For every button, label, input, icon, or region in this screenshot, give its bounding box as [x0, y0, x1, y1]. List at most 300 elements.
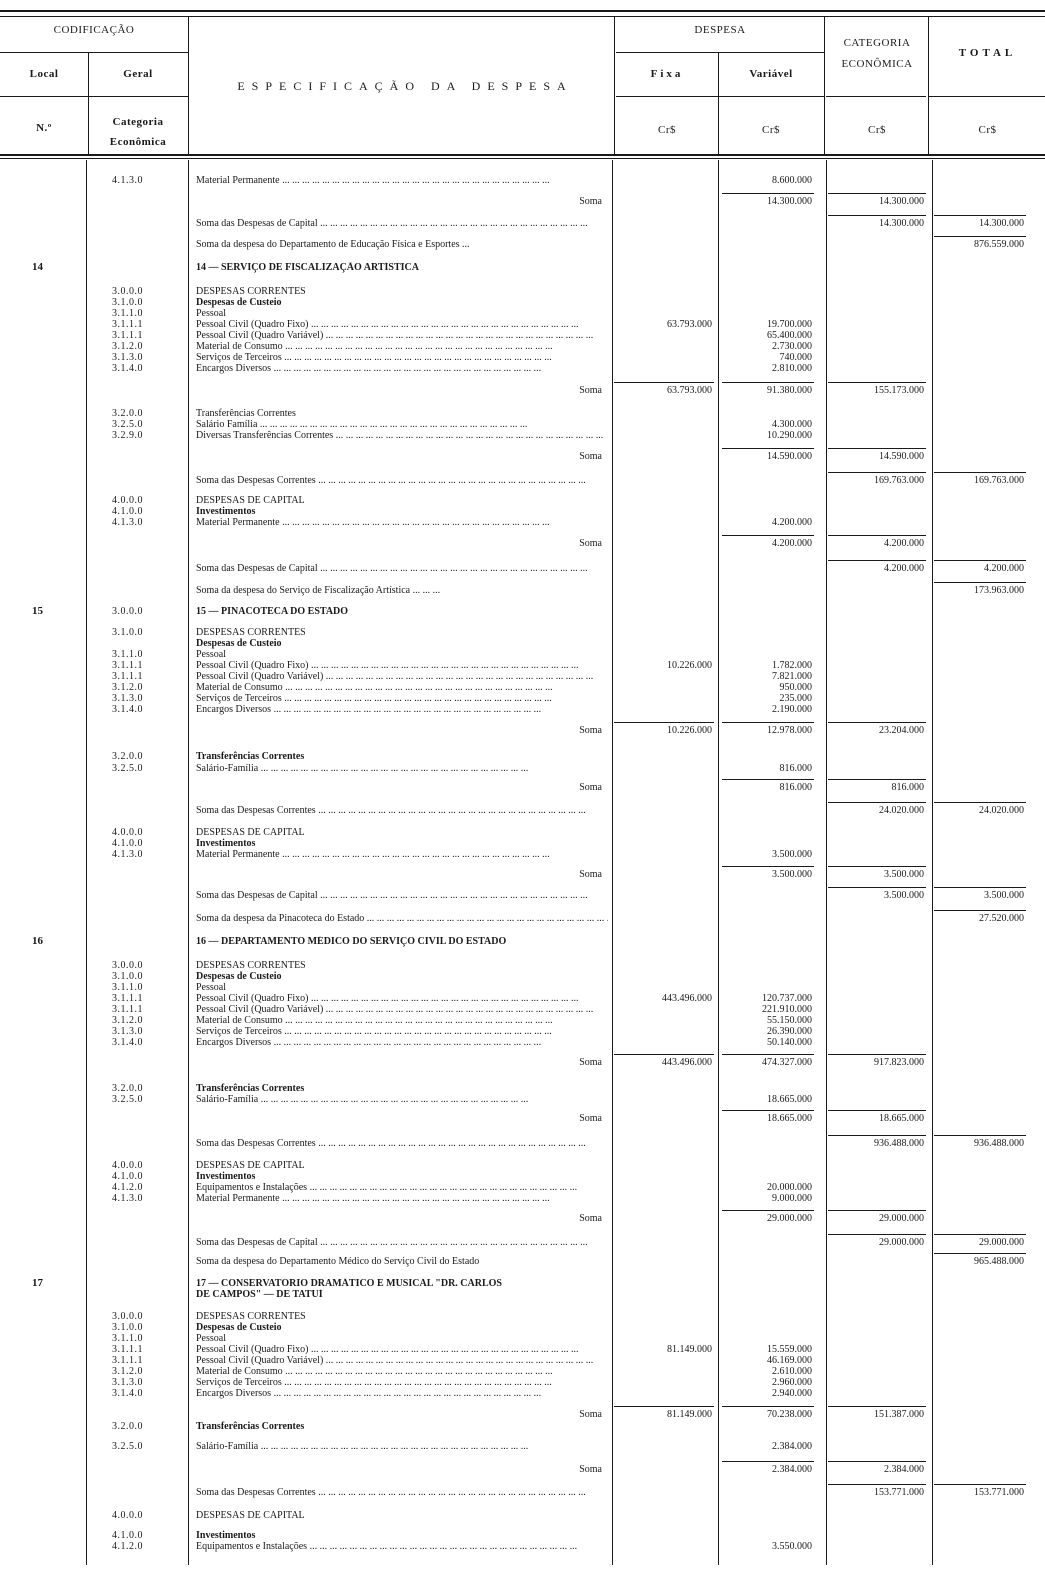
table-row — [0, 1083, 1045, 1094]
table-row — [0, 1333, 1045, 1344]
value-variavel: 2.610.000 — [772, 1366, 812, 1377]
table-row — [0, 239, 1045, 250]
sum-rule — [828, 887, 926, 888]
table-row — [0, 660, 1045, 671]
section-row — [0, 1278, 1045, 1289]
soma-row — [0, 385, 1045, 396]
category-code: 3.1.3.0 — [112, 693, 143, 704]
category-code: 3.1.1.0 — [112, 649, 143, 660]
soma-row — [0, 1057, 1045, 1068]
category-code: 3.1.4.0 — [112, 1037, 143, 1048]
table-row — [0, 960, 1045, 971]
sum-rule — [934, 472, 1026, 473]
category-code: 3.1.4.0 — [112, 1388, 143, 1399]
value-fixa: 81.149.000 — [667, 1409, 712, 1420]
sum-rule — [934, 560, 1026, 561]
table-row — [0, 982, 1045, 993]
value-total: 965.488.000 — [974, 1256, 1024, 1267]
sum-rule — [828, 802, 926, 803]
sum-rule — [828, 215, 926, 216]
value-variavel: 2.384.000 — [772, 1441, 812, 1452]
specification-text: Material Permanente ... . — [196, 517, 608, 528]
table-row — [0, 763, 1045, 774]
value-categoria: 14.590.000 — [879, 451, 924, 462]
value-total: 14.300.000 — [979, 218, 1024, 229]
soma-label: Soma — [579, 1464, 602, 1475]
table-row — [0, 1366, 1045, 1377]
category-code: 3.1.0.0 — [112, 297, 143, 308]
category-code: 3.0.0.0 — [112, 960, 143, 971]
sum-rule — [828, 448, 926, 449]
specification-text: Salário Família ... . — [196, 419, 608, 430]
specification-text: Pessoal Civil (Quadro Variável) ... . — [196, 1004, 608, 1015]
sum-rule — [614, 1054, 714, 1055]
value-fixa: 63.793.000 — [667, 319, 712, 330]
specification-text: Salário-Família ... . — [196, 1094, 608, 1105]
soma-row — [0, 1213, 1045, 1224]
specification-text: Equipamentos e Instalações ... . — [196, 1541, 608, 1552]
specification-text: Soma da despesa do Departamento Médico do Serviço Civil do Estado — [196, 1256, 480, 1267]
value-fixa: 10.226.000 — [667, 660, 712, 671]
value-fixa: 10.226.000 — [667, 725, 712, 736]
category-code: 3.1.1.1 — [112, 993, 143, 1004]
specification-text: Soma da despesa do Serviço de Fiscalização Artística ... ... ... — [196, 585, 441, 596]
value-categoria: 18.665.000 — [879, 1113, 924, 1124]
specification-text: Investimentos — [196, 838, 256, 849]
col-rule-spec-left — [188, 16, 189, 156]
value-categoria: 23.204.000 — [879, 725, 924, 736]
value-total: 27.520.000 — [979, 913, 1024, 924]
table-row — [0, 1530, 1045, 1541]
category-code: 3.1.1.0 — [112, 308, 143, 319]
specification-text: Material de Consumo ... . — [196, 1015, 608, 1026]
value-variavel: 816.000 — [779, 763, 812, 774]
specification-text: Salário-Família ... . — [196, 763, 608, 774]
category-code: 3.1.3.0 — [112, 1377, 143, 1388]
despesa-rule — [616, 52, 824, 53]
header-categoria: CATEGORIA — [843, 37, 911, 49]
soma-label: Soma — [579, 725, 602, 736]
category-code: 4.1.0.0 — [112, 838, 143, 849]
value-variavel: 18.665.000 — [767, 1094, 812, 1105]
specification-text: DESPESAS DE CAPITAL — [196, 827, 305, 838]
value-total: 936.488.000 — [974, 1138, 1024, 1149]
specification-text: Material de Consumo ... . — [196, 1366, 608, 1377]
value-variavel: 10.290.000 — [767, 430, 812, 441]
category-code: 3.1.0.0 — [112, 627, 143, 638]
table-row — [0, 506, 1045, 517]
specification-text: DE CAMPOS" — DE TATUÍ — [196, 1289, 323, 1300]
header-fixa: Fixa — [650, 68, 684, 80]
value-fixa: 81.149.000 — [667, 1344, 712, 1355]
table-row — [0, 363, 1045, 374]
value-total: 29.000.000 — [979, 1237, 1024, 1248]
category-code: 3.1.0.0 — [112, 1322, 143, 1333]
table-row — [0, 993, 1045, 1004]
col-rule-tot-left — [928, 16, 929, 156]
value-categoria: 816.000 — [891, 782, 924, 793]
value-variavel: 3.500.000 — [772, 849, 812, 860]
table-row — [0, 1541, 1045, 1552]
sum-rule — [722, 1110, 814, 1111]
table-row — [0, 1311, 1045, 1322]
sum-rule — [614, 1406, 714, 1407]
sum-rule — [614, 382, 714, 383]
header-currency-fixa: Cr$ — [658, 124, 676, 136]
category-code: 3.1.2.0 — [112, 341, 143, 352]
category-code: 3.2.5.0 — [112, 763, 143, 774]
value-fixa: 443.496.000 — [662, 1057, 712, 1068]
table-row — [0, 638, 1045, 649]
value-variavel: 18.665.000 — [767, 1113, 812, 1124]
specification-text: Pessoal Civil (Quadro Fixo) ... . — [196, 993, 608, 1004]
table-row — [0, 1138, 1045, 1149]
specification-text: Investimentos — [196, 1171, 256, 1182]
category-code: 3.1.2.0 — [112, 682, 143, 693]
value-fixa: 63.793.000 — [667, 385, 712, 396]
value-total: 169.763.000 — [974, 475, 1024, 486]
table-row — [0, 419, 1045, 430]
sum-rule — [934, 582, 1026, 583]
specification-text: Equipamentos e Instalações ... . — [196, 1182, 608, 1193]
category-code: 4.1.0.0 — [112, 1530, 143, 1541]
header-numero: N.º — [36, 122, 52, 134]
specification-text: Diversas Transferências Correntes ... . — [196, 430, 608, 441]
sum-rule — [828, 382, 926, 383]
sum-rule — [934, 236, 1026, 237]
specification-text: Pessoal Civil (Quadro Fixo) ... . — [196, 319, 608, 330]
header-currency-total: Cr$ — [978, 124, 997, 136]
category-code: 4.1.3.0 — [112, 175, 143, 186]
value-categoria: 14.300.000 — [879, 196, 924, 207]
value-variavel: 50.140.000 — [767, 1037, 812, 1048]
category-code: 3.2.0.0 — [112, 1421, 143, 1432]
sum-rule — [828, 722, 926, 723]
specification-text: 15 — PINACOTECA DO ESTADO — [196, 606, 349, 617]
table-row — [0, 218, 1045, 229]
soma-label: Soma — [579, 869, 602, 880]
sum-rule — [722, 193, 814, 194]
value-variavel: 120.737.000 — [762, 993, 812, 1004]
sum-rule — [722, 866, 814, 867]
table-row — [0, 693, 1045, 704]
header-local: Local — [29, 68, 59, 80]
specification-text: Encargos Diversos ... . — [196, 363, 608, 374]
table-row — [0, 1344, 1045, 1355]
value-variavel: 2.940.000 — [772, 1388, 812, 1399]
specification-text: DESPESAS DE CAPITAL — [196, 495, 305, 506]
soma-label: Soma — [579, 1057, 602, 1068]
sum-rule — [934, 1253, 1026, 1254]
table-row — [0, 1355, 1045, 1366]
category-code: 3.1.4.0 — [112, 704, 143, 715]
specification-text: Transferências Correntes — [196, 1421, 305, 1432]
value-categoria: 29.000.000 — [879, 1213, 924, 1224]
soma-label: Soma — [579, 782, 602, 793]
category-code: 3.1.1.1 — [112, 671, 143, 682]
specification-text: Pessoal Civil (Quadro Variável) ... . — [196, 1355, 608, 1366]
value-variavel: 474.327.000 — [762, 1057, 812, 1068]
specification-text: Transferências Correntes — [196, 751, 305, 762]
category-code: 3.1.2.0 — [112, 1015, 143, 1026]
specification-text: Material Permanente ... . — [196, 1193, 608, 1204]
table-row — [0, 751, 1045, 762]
category-code: 3.1.1.1 — [112, 1344, 143, 1355]
table-row — [0, 352, 1045, 363]
header-currency-variavel: Cr$ — [762, 124, 780, 136]
soma-label: Soma — [579, 1113, 602, 1124]
value-variavel: 950.000 — [779, 682, 812, 693]
table-row — [0, 805, 1045, 816]
category-code: 4.1.0.0 — [112, 1171, 143, 1182]
sum-rule — [722, 779, 814, 780]
value-total: 153.771.000 — [974, 1487, 1024, 1498]
table-row — [0, 1193, 1045, 1204]
table-row — [0, 627, 1045, 638]
header-codificacao: CODIFICAÇÃO — [53, 24, 135, 36]
sum-rule — [828, 1484, 926, 1485]
specification-text: Investimentos — [196, 1530, 256, 1541]
soma-label: Soma — [579, 385, 602, 396]
category-code: 4.1.0.0 — [112, 506, 143, 517]
value-total: 173.963.000 — [974, 585, 1024, 596]
soma-label: Soma — [579, 1409, 602, 1420]
table-row — [0, 475, 1045, 486]
table-row — [0, 297, 1045, 308]
table-row — [0, 1322, 1045, 1333]
value-total: 24.020.000 — [979, 805, 1024, 816]
sum-rule — [828, 1054, 926, 1055]
specification-text: Soma das Despesas de Capital ... . — [196, 563, 608, 574]
specification-text: Pessoal — [196, 308, 226, 319]
specification-text: DESPESAS CORRENTES — [196, 627, 306, 638]
specification-text: Salário-Família ... . — [196, 1441, 608, 1452]
value-variavel: 14.590.000 — [767, 451, 812, 462]
value-categoria: 4.200.000 — [884, 563, 924, 574]
value-variavel: 9.000.000 — [772, 1193, 812, 1204]
sum-rule — [828, 866, 926, 867]
table-row — [0, 408, 1045, 419]
table-row — [0, 1421, 1045, 1432]
table-row — [0, 1377, 1045, 1388]
col-rule-fixa-left — [614, 16, 615, 156]
sum-rule — [828, 1135, 926, 1136]
category-code: 4.1.3.0 — [112, 1193, 143, 1204]
header-bottom-rule-thin — [0, 158, 1045, 159]
header-geral: Geral — [123, 68, 153, 80]
header-currency-categoria: Cr$ — [868, 124, 886, 136]
specification-text: 17 — CONSERVATÓRIO DRAMÁTICO E MUSICAL "DR. CARLOS — [196, 1278, 502, 1289]
sum-rule — [828, 1234, 926, 1235]
specification-text: Despesas de Custeio — [196, 297, 282, 308]
specification-text: Soma das Despesas Correntes ... . — [196, 805, 608, 816]
sum-rule — [614, 722, 714, 723]
top-rule — [0, 10, 1045, 12]
value-variavel: 1.782.000 — [772, 660, 812, 671]
value-categoria: 153.771.000 — [874, 1487, 924, 1498]
category-code: 3.0.0.0 — [112, 1311, 143, 1322]
value-variavel: 4.200.000 — [772, 517, 812, 528]
value-variavel: 7.821.000 — [772, 671, 812, 682]
codificacao-rule — [0, 52, 188, 53]
specification-text: Serviços de Terceiros ... . — [196, 352, 608, 363]
specification-text: Serviços de Terceiros ... . — [196, 1026, 608, 1037]
value-variavel: 3.500.000 — [772, 869, 812, 880]
top-rule-thin — [0, 16, 1045, 17]
soma-row — [0, 196, 1045, 207]
value-categoria: 3.500.000 — [884, 869, 924, 880]
table-row — [0, 1160, 1045, 1171]
specification-text: Pessoal Civil (Quadro Fixo) ... . — [196, 1344, 608, 1355]
specification-text: Pessoal Civil (Quadro Fixo) ... . — [196, 660, 608, 671]
sum-rule — [828, 779, 926, 780]
category-code: 3.2.5.0 — [112, 1094, 143, 1105]
table-row — [0, 1037, 1045, 1048]
value-variavel: 2.960.000 — [772, 1377, 812, 1388]
table-row — [0, 286, 1045, 297]
specification-text: Despesas de Custeio — [196, 971, 282, 982]
soma-row — [0, 1409, 1045, 1420]
table-row — [0, 1182, 1045, 1193]
local-number: 15 — [32, 605, 43, 617]
specification-text: Serviços de Terceiros ... . — [196, 1377, 608, 1388]
specification-text: Material Permanente ... . — [196, 175, 608, 186]
category-code: 3.2.0.0 — [112, 408, 143, 419]
specification-text: Material Permanente ... . — [196, 849, 608, 860]
category-code: 3.1.1.1 — [112, 330, 143, 341]
local-number: 14 — [32, 261, 43, 273]
category-code: 4.0.0.0 — [112, 827, 143, 838]
category-code: 4.1.3.0 — [112, 849, 143, 860]
specification-text: DESPESAS CORRENTES — [196, 1311, 306, 1322]
sum-rule — [722, 1406, 814, 1407]
specification-text: Soma das Despesas Correntes ... . — [196, 1487, 608, 1498]
table-row — [0, 1256, 1045, 1267]
local-number: 16 — [32, 935, 43, 947]
value-variavel: 2.384.000 — [772, 1464, 812, 1475]
table-row — [0, 849, 1045, 860]
specification-text: Serviços de Terceiros ... . — [196, 693, 608, 704]
sum-rule — [828, 1461, 926, 1462]
specification-text: Despesas de Custeio — [196, 638, 282, 649]
table-row — [0, 585, 1045, 596]
table-row — [0, 1388, 1045, 1399]
header-variavel: Variável — [749, 68, 793, 80]
category-code: 4.1.2.0 — [112, 1541, 143, 1552]
category-code: 3.1.3.0 — [112, 1026, 143, 1037]
value-variavel: 2.730.000 — [772, 341, 812, 352]
table-row — [0, 913, 1045, 924]
specification-text: Soma das Despesas de Capital ... . — [196, 890, 608, 901]
category-code: 3.2.5.0 — [112, 419, 143, 430]
category-code: 3.1.2.0 — [112, 1366, 143, 1377]
value-categoria: 169.763.000 — [874, 475, 924, 486]
value-total: 876.559.000 — [974, 239, 1024, 250]
section-row — [0, 262, 1045, 273]
category-code: 3.1.1.0 — [112, 982, 143, 993]
sum-rule — [934, 887, 1026, 888]
local-geral-rule — [0, 96, 188, 97]
sum-rule — [828, 1406, 926, 1407]
value-categoria: 917.823.000 — [874, 1057, 924, 1068]
value-variavel: 3.550.000 — [772, 1541, 812, 1552]
specification-text: Pessoal — [196, 649, 226, 660]
table-row — [0, 1441, 1045, 1452]
table-row — [0, 308, 1045, 319]
sum-rule — [934, 215, 1026, 216]
sum-rule — [828, 535, 926, 536]
specification-text: Pessoal — [196, 982, 226, 993]
table-row — [0, 330, 1045, 341]
total-rule — [928, 96, 1045, 97]
sum-rule — [828, 1210, 926, 1211]
table-row — [0, 1094, 1045, 1105]
specification-text: Encargos Diversos ... . — [196, 1037, 608, 1048]
sum-rule — [828, 560, 926, 561]
category-code: 3.1.4.0 — [112, 363, 143, 374]
value-variavel: 221.910.000 — [762, 1004, 812, 1015]
value-variavel: 26.390.000 — [767, 1026, 812, 1037]
category-code: 3.2.0.0 — [112, 1083, 143, 1094]
specification-text: Soma das Despesas Correntes ... . — [196, 1138, 608, 1149]
value-categoria: 2.384.000 — [884, 1464, 924, 1475]
fixa-variavel-rule — [616, 96, 824, 97]
specification-text: 14 — SERVIÇO DE FISCALIZAÇÃO ARTÍSTICA — [196, 262, 419, 273]
value-variavel: 70.238.000 — [767, 1409, 812, 1420]
value-variavel: 15.559.000 — [767, 1344, 812, 1355]
specification-text: Soma das Despesas de Capital ... . — [196, 1237, 608, 1248]
header-total: TOTAL — [958, 47, 1017, 59]
value-categoria: 29.000.000 — [879, 1237, 924, 1248]
specification-text: Investimentos — [196, 506, 256, 517]
table-row — [0, 827, 1045, 838]
header-economica: ECONÔMICA — [841, 58, 913, 70]
sum-rule — [722, 1054, 814, 1055]
category-code: 3.2.0.0 — [112, 751, 143, 762]
soma-row — [0, 451, 1045, 462]
category-code: 3.1.1.0 — [112, 1333, 143, 1344]
section-row — [0, 936, 1045, 947]
value-variavel: 4.200.000 — [772, 538, 812, 549]
value-variavel: 19.700.000 — [767, 319, 812, 330]
value-categoria: 151.387.000 — [874, 1409, 924, 1420]
value-categoria: 14.300.000 — [879, 218, 924, 229]
value-variavel: 740.000 — [779, 352, 812, 363]
value-variavel: 12.978.000 — [767, 725, 812, 736]
table-row — [0, 1171, 1045, 1182]
value-variavel: 816.000 — [779, 782, 812, 793]
soma-row — [0, 1464, 1045, 1475]
value-categoria: 3.500.000 — [884, 890, 924, 901]
value-variavel: 91.380.000 — [767, 385, 812, 396]
sum-rule — [722, 1461, 814, 1462]
sum-rule — [934, 802, 1026, 803]
category-code: 3.1.0.0 — [112, 971, 143, 982]
soma-row — [0, 725, 1045, 736]
value-variavel: 20.000.000 — [767, 1182, 812, 1193]
soma-row — [0, 869, 1045, 880]
specification-text: Material de Consumo ... . — [196, 682, 608, 693]
specification-text: Encargos Diversos ... . — [196, 704, 608, 715]
table-row — [0, 341, 1045, 352]
specification-text: DESPESAS DE CAPITAL — [196, 1510, 305, 1521]
category-code: 3.0.0.0 — [112, 606, 143, 617]
specification-text: Pessoal — [196, 1333, 226, 1344]
value-variavel: 8.600.000 — [772, 175, 812, 186]
table-row — [0, 495, 1045, 506]
table-row — [0, 1004, 1045, 1015]
category-code: 3.0.0.0 — [112, 286, 143, 297]
